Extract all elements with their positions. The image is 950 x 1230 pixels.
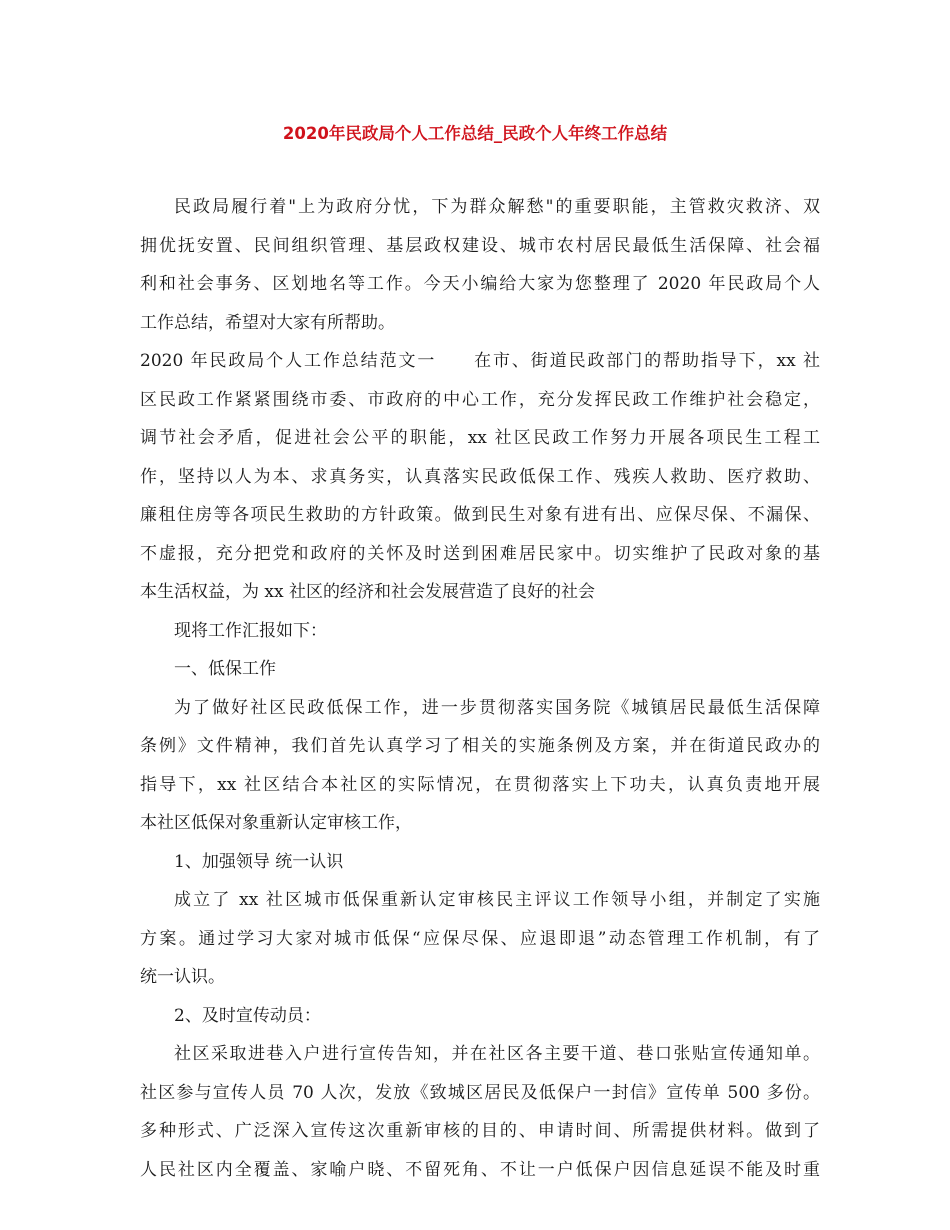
body-line: 社区采取进巷入户进行宣传告知，并在社区各主要干道、巷口张贴宣传通知单。: [174, 1044, 820, 1064]
body-line: 本社区低保对象重新认定审核工作，: [140, 813, 412, 833]
body-line: 2、及时宣传动员：: [174, 1005, 321, 1026]
body-line: 一、低保工作: [174, 659, 276, 679]
body-line: 工作总结，希望对大家有所帮助。: [140, 312, 395, 333]
document-body: [140, 188, 820, 1189]
document-title: 2020年民政局个人工作总结_民政个人年终工作总结: [282, 124, 668, 143]
body-line: 方案。通过学习大家对城市低保“应保尽保、应退即退”动态管理工作机制，有了: [140, 928, 820, 949]
body-line: 廉租住房等各项民生救助的方针政策。做到民生对象有进有出、应保尽保、不漏保、: [140, 505, 820, 525]
body-line: 成立了 xx 社区城市低保重新认定审核民主评议工作领导小组，并制定了实施: [174, 890, 820, 910]
body-line: 本生活权益，为 xx 社区的经济和社会发展营造了良好的社会: [140, 582, 595, 602]
body-line: 民政局履行着"上为政府分忧，下为群众解愁"的重要职能，主管救灾救济、双: [174, 197, 820, 217]
body-line: 区民政工作紧紧围绕市委、市政府的中心工作，充分发挥民政工作维护社会稳定，: [140, 389, 820, 410]
body-line: 条例》文件精神，我们首先认真学习了相关的实施条例及方案，并在街道民政办的: [140, 736, 820, 756]
body-line: 社区参与宣传人员 70 人次，发放《致城区居民及低保户一封信》宣传单 500 多份。: [140, 1082, 820, 1103]
body-line: 为了做好社区民政低保工作，进一步贯彻落实国务院《城镇居民最低生活保障: [174, 697, 820, 718]
body-line: 指导下，xx 社区结合本社区的实际情况，在贯彻落实上下功夫，认真负责地开展: [140, 774, 820, 795]
body-line: 作，坚持以人为本、求真务实，认真落实民政低保工作、残疾人救助、医疗救助、: [140, 466, 820, 487]
body-line: 多种形式、广泛深入宣传这次重新审核的目的、申请时间、所需提供材料。做到了: [140, 1121, 820, 1141]
body-line: 统一认识。: [140, 967, 225, 987]
body-line: 现将工作汇报如下：: [174, 620, 327, 641]
body-line: 拥优抚安置、民间组织管理、基层政权建设、城市农村居民最低生活保障、社会福: [140, 235, 820, 256]
body-line: 利和社会事务、区划地名等工作。今天小编给大家为您整理了 2020 年民政局个人: [140, 274, 820, 294]
body-line: 2020 年民政局个人工作总结范文一 在市、街道民政部门的帮助指导下，xx 社: [140, 351, 820, 371]
body-line: 人民社区内全覆盖、家喻户晓、不留死角、不让一户低保户因信息延误不能及时重: [140, 1159, 820, 1180]
body-line: 1、加强领导 统一认识: [174, 851, 344, 872]
body-line: 不虚报，充分把党和政府的关怀及时送到困难居民家中。切实维护了民政对象的基: [140, 543, 820, 564]
body-line: 调节社会矛盾，促进社会公平的职能，xx 社区民政工作努力开展各项民生工程工: [140, 428, 820, 448]
